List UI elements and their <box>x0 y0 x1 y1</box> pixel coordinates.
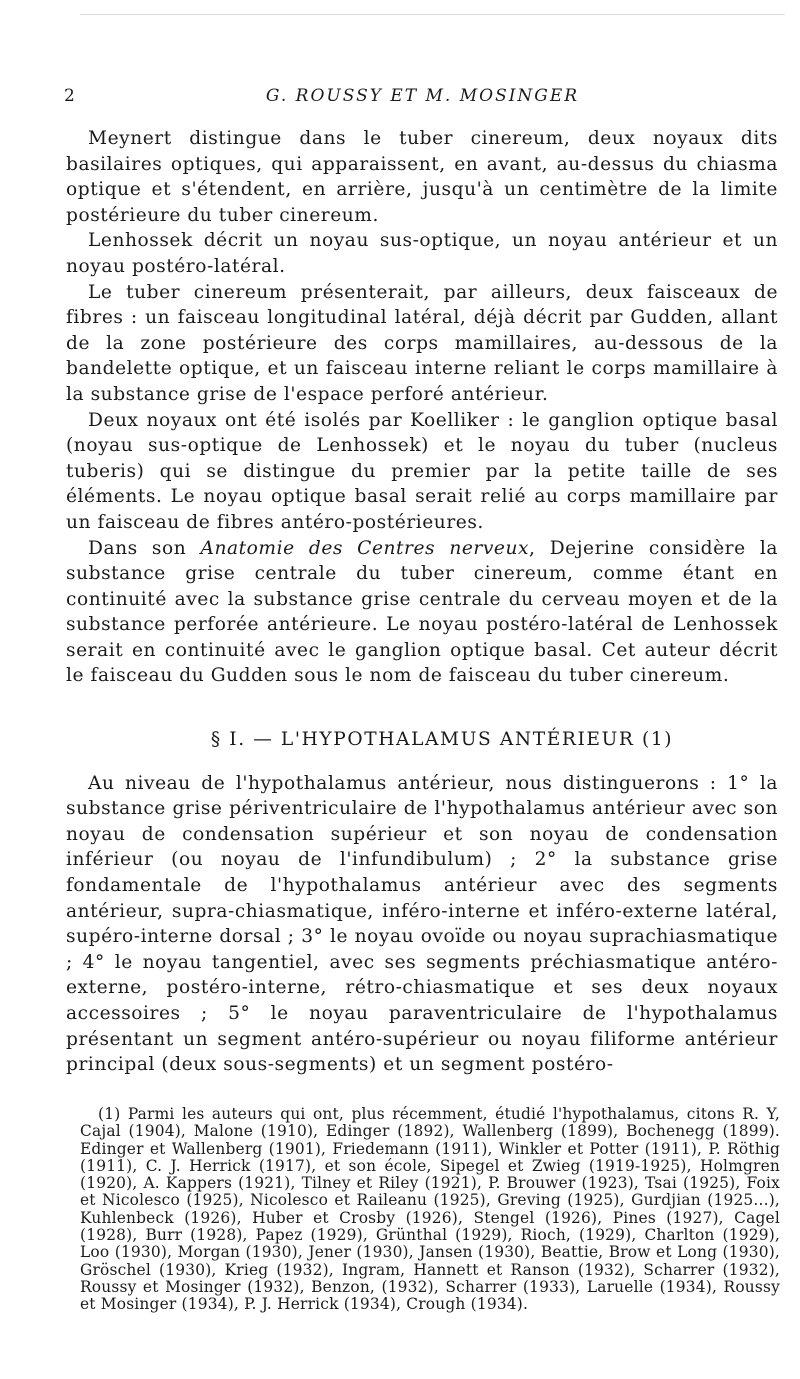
section-heading: § I. — L'HYPOTHALAMUS ANTÉRIEUR (1) <box>210 729 674 751</box>
body-text <box>66 126 778 1078</box>
paragraph-dejerine-start: Dans son <box>88 537 201 559</box>
paragraph-tuber-faisceaux: Le tuber cinereum présenterait, par ailleurs, deux faisceaux de fibres : un faisceau longitudinal latéral, déjà décrit par Gudden, allant de la zone postérieure des corps mamillaires, au-dessous de la bandelette optique, et un faisceau interne reliant le corps mamillaire à la substance grise de l'espace perforé antérieur. <box>66 281 778 405</box>
paragraph-hypothalamus-anterieur: Au niveau de l'hypothalamus antérieur, nous distinguerons : 1° la substance grise périventriculaire de l'hypothalamus antérieur avec son noyau de condensation supérieur et son noyau de condensation inférieur (ou noyau de l'infundibulum) ; 2° la substance grise fondamentale de l'hypothalamus antérieur avec des segments antérieur, supra-chiasmatique, inféro-interne et inféro-externe latéral, supéro-interne dorsal ; 3° le noyau ovoïde ou noyau suprachiasmatique ; 4° le noyau tangentiel, avec ses segments préchiasmatique antéro-externe, postéro-interne, rétro-chiasmatique et ses deux noyaux accessoires ; 5° le noyau paraventriculaire de l'hypothalamus présentant un segment antéro-supérieur ou noyau filiforme antérieur principal (deux sous-segments) et un segment postéro- <box>66 772 778 1076</box>
book-title: Anatomie des Centres nerveux <box>200 537 530 559</box>
page-top-edge <box>80 14 785 15</box>
paragraph-dejerine-rest: , Dejerine considère la substance grise centrale du tuber cinereum, comme étant en continuité avec la substance grise centrale du cerveau moyen et de la substance perforée antérieure. Le noyau postéro-latéral de Lenhossek serait en continuité avec le ganglion optique basal. Cet auteur décrit le faisceau du Gudden sous le nom de faisceau du tuber cinereum. <box>66 537 778 687</box>
paragraph-dejerine <box>66 536 778 690</box>
paragraph-koelliker: Deux noyaux ont été isolés par Koelliker : le ganglion optique basal (noyau sus-optique de Lenhossek) et le noyau du tuber (nucleus tuberis) qui se distingue du premier par la petite taille de ses éléments. Le noyau optique basal serait relié au corps mamillaire par un faisceau de fibres antéro-postérieures. <box>66 409 778 533</box>
running-head: G. ROUSSY ET M. MOSINGER <box>265 86 580 106</box>
paragraph-meynert: Meynert distingue dans le tuber cinereum, deux noyaux dits basilaires optiques, qui apparaissent, en avant, au-dessus du chiasma optique et s'étendent, en arrière, jusqu'à un centimètre de la limite postérieure du tuber cinereum. <box>66 128 778 226</box>
page-header <box>60 86 765 110</box>
paragraph-lenhossek: Lenhossek décrit un noyau sus-optique, un noyau antérieur et un noyau postéro-latéral. <box>66 230 778 277</box>
footnote: (1) Parmi les auteurs qui ont, plus récemment, étudié l'hypothalamus, citons R. Y, Cajal (1904), Malone (1910), Edinger (1892), Wallenberg (1899), Bochenegg (1899). Edinger et Wallenberg (1901), Friedemann (1911), Winkler et Potter (1911), P. Röthig (1911), C. J. Herrick (1917), et son école, Sipegel et Zwieg (1919-1925), Holmgren (1920), A. Kappers (1921), Tilney et Riley (1921), P. Brouwer (1923), Tsai (1925), Foix et Nicolesco (1925), Nicolesco et Raileanu (1925), Greving (1925), Gurdjian (1925...), Kuhlenbeck (1926), Huber et Crosby (1926), Stengel (1926), Pines (1927), Cagel (1928), Burr (1928), Papez (1929), Grünthal (1929), Rioch, (1929), Charlton (1929), Loo (1930), Morgan (1930), Jener (1930), Jansen (1930), Beattie, Brow et Long (1930), Gröschel (1930), Krieg (1932), Ingram, Hannett et Ranson (1932), Scharrer (1932), Roussy et Mosinger (1932), Benzon, (1932), Scharrer (1933), Laruelle (1934), Roussy et Mosinger (1934), P. J. Herrick (1934), Crough (1934). <box>80 1105 780 1314</box>
page-number: 2 <box>64 86 76 106</box>
